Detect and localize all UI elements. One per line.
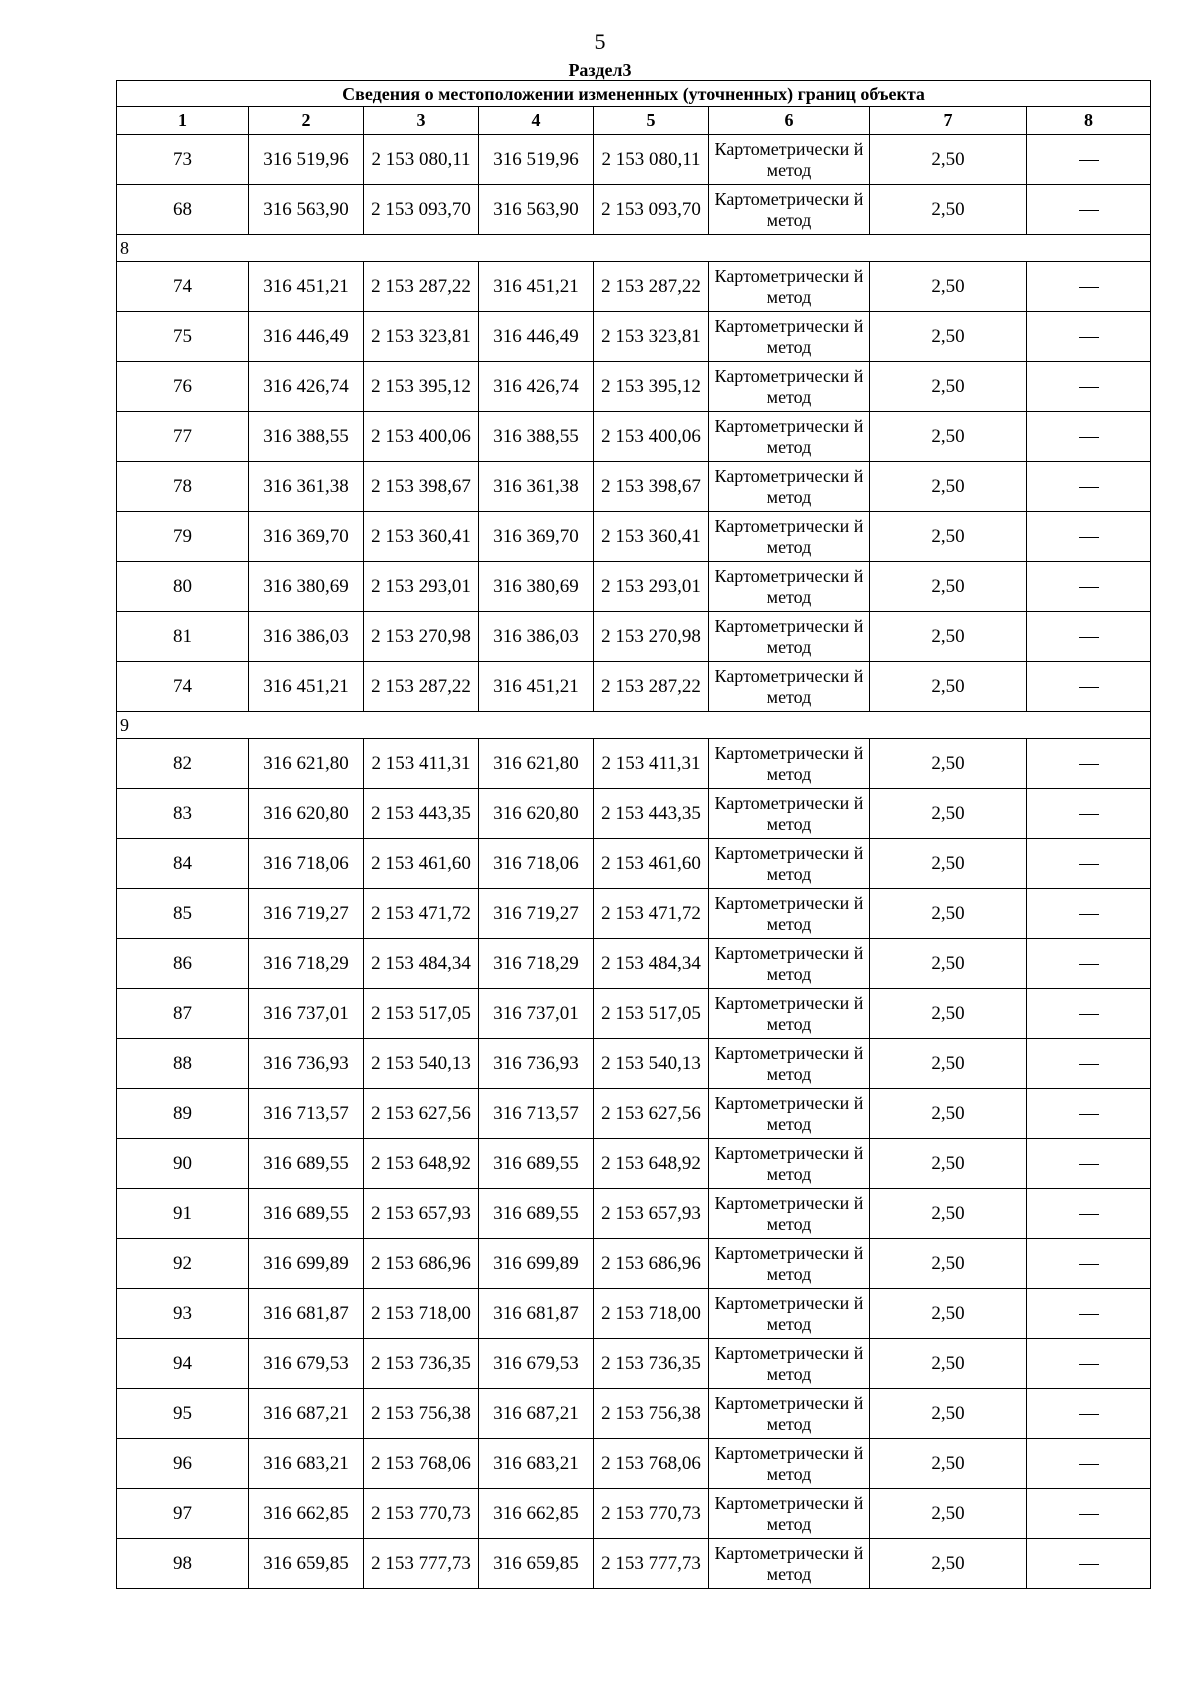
point-number-cell: 89 [117, 1089, 249, 1139]
y-new-coord-cell: 2 153 657,93 [594, 1189, 709, 1239]
method-cell: Картометрически й метод [709, 939, 870, 989]
x-new-coord-cell: 316 563,90 [479, 185, 594, 235]
table-body [117, 135, 1151, 1589]
description-cell [1027, 135, 1151, 185]
table-caption: Сведения о местоположении измененных (уточненных) границ объекта [117, 81, 1151, 107]
x-new-coord-cell: 316 659,85 [479, 1539, 594, 1589]
point-number-cell: 97 [117, 1489, 249, 1539]
table-caption-row [117, 81, 1151, 107]
y-coord-cell: 2 153 657,93 [364, 1189, 479, 1239]
description-cell [1027, 362, 1151, 412]
x-coord-cell: 316 380,69 [249, 562, 364, 612]
y-coord-cell: 2 153 540,13 [364, 1039, 479, 1089]
description-cell [1027, 1139, 1151, 1189]
table-row [117, 1339, 1151, 1389]
accuracy-cell: 2,50 [870, 1539, 1027, 1589]
description-cell [1027, 839, 1151, 889]
x-new-coord-cell: 316 369,70 [479, 512, 594, 562]
accuracy-cell: 2,50 [870, 889, 1027, 939]
method-cell: Картометрически й метод [709, 512, 870, 562]
column-number: 7 [870, 107, 1027, 135]
contour-group-row [117, 712, 1151, 739]
description-cell [1027, 1339, 1151, 1389]
y-coord-cell: 2 153 443,35 [364, 789, 479, 839]
table-row [117, 1389, 1151, 1439]
y-new-coord-cell: 2 153 443,35 [594, 789, 709, 839]
y-coord-cell: 2 153 461,60 [364, 839, 479, 889]
accuracy-cell: 2,50 [870, 1489, 1027, 1539]
description-cell [1027, 262, 1151, 312]
y-new-coord-cell: 2 153 770,73 [594, 1489, 709, 1539]
method-cell: Картометрически й метод [709, 312, 870, 362]
page-number: 5 [594, 29, 606, 54]
dash-mark [1079, 637, 1099, 638]
x-coord-cell: 316 386,03 [249, 612, 364, 662]
description-cell [1027, 1389, 1151, 1439]
accuracy-cell: 2,50 [870, 135, 1027, 185]
dash-mark [1079, 287, 1099, 288]
point-number-cell: 88 [117, 1039, 249, 1089]
y-new-coord-cell: 2 153 287,22 [594, 662, 709, 712]
table-row [117, 839, 1151, 889]
contour-number: 8 [117, 235, 1151, 262]
column-number: 1 [117, 107, 249, 135]
y-new-coord-cell: 2 153 718,00 [594, 1289, 709, 1339]
method-cell: Картометрически й метод [709, 412, 870, 462]
boundary-coordinates-table [116, 80, 1151, 1589]
method-cell: Картометрически й метод [709, 1139, 870, 1189]
accuracy-cell: 2,50 [870, 1389, 1027, 1439]
dash-mark [1079, 1114, 1099, 1115]
description-cell [1027, 412, 1151, 462]
method-cell: Картометрически й метод [709, 185, 870, 235]
accuracy-cell: 2,50 [870, 512, 1027, 562]
dash-mark [1079, 160, 1099, 161]
dash-mark [1079, 1314, 1099, 1315]
description-cell [1027, 789, 1151, 839]
x-coord-cell: 316 369,70 [249, 512, 364, 562]
table-row [117, 262, 1151, 312]
point-number-cell: 74 [117, 262, 249, 312]
accuracy-cell: 2,50 [870, 789, 1027, 839]
y-new-coord-cell: 2 153 287,22 [594, 262, 709, 312]
x-coord-cell: 316 679,53 [249, 1339, 364, 1389]
dash-mark [1079, 1064, 1099, 1065]
x-coord-cell: 316 737,01 [249, 989, 364, 1039]
table-row [117, 1239, 1151, 1289]
y-coord-cell: 2 153 411,31 [364, 739, 479, 789]
column-number: 6 [709, 107, 870, 135]
method-cell: Картометрически й метод [709, 839, 870, 889]
accuracy-cell: 2,50 [870, 1189, 1027, 1239]
method-cell: Картометрически й метод [709, 1289, 870, 1339]
x-new-coord-cell: 316 737,01 [479, 989, 594, 1039]
method-cell: Картометрически й метод [709, 1339, 870, 1389]
x-coord-cell: 316 736,93 [249, 1039, 364, 1089]
dash-mark [1079, 1214, 1099, 1215]
y-new-coord-cell: 2 153 093,70 [594, 185, 709, 235]
dash-mark [1079, 210, 1099, 211]
y-coord-cell: 2 153 398,67 [364, 462, 479, 512]
y-new-coord-cell: 2 153 360,41 [594, 512, 709, 562]
x-coord-cell: 316 719,27 [249, 889, 364, 939]
point-number-cell: 93 [117, 1289, 249, 1339]
x-new-coord-cell: 316 451,21 [479, 662, 594, 712]
method-cell: Картометрически й метод [709, 1539, 870, 1589]
table-row [117, 1039, 1151, 1089]
table-row [117, 312, 1151, 362]
table-row [117, 739, 1151, 789]
x-new-coord-cell: 316 689,55 [479, 1189, 594, 1239]
x-new-coord-cell: 316 719,27 [479, 889, 594, 939]
method-cell: Картометрически й метод [709, 1089, 870, 1139]
point-number-cell: 91 [117, 1189, 249, 1239]
method-cell: Картометрически й метод [709, 1189, 870, 1239]
y-coord-cell: 2 153 287,22 [364, 662, 479, 712]
description-cell [1027, 185, 1151, 235]
y-coord-cell: 2 153 080,11 [364, 135, 479, 185]
x-new-coord-cell: 316 736,93 [479, 1039, 594, 1089]
method-cell: Картометрически й метод [709, 1239, 870, 1289]
point-number-cell: 77 [117, 412, 249, 462]
y-coord-cell: 2 153 517,05 [364, 989, 479, 1039]
dash-mark [1079, 587, 1099, 588]
x-coord-cell: 316 519,96 [249, 135, 364, 185]
accuracy-cell: 2,50 [870, 1139, 1027, 1189]
method-cell: Картометрически й метод [709, 262, 870, 312]
point-number-cell: 79 [117, 512, 249, 562]
accuracy-cell: 2,50 [870, 1439, 1027, 1489]
x-new-coord-cell: 316 681,87 [479, 1289, 594, 1339]
dash-mark [1079, 1264, 1099, 1265]
x-coord-cell: 316 451,21 [249, 662, 364, 712]
x-coord-cell: 316 451,21 [249, 262, 364, 312]
table-row [117, 1189, 1151, 1239]
y-coord-cell: 2 153 400,06 [364, 412, 479, 462]
y-new-coord-cell: 2 153 411,31 [594, 739, 709, 789]
table-row [117, 562, 1151, 612]
dash-mark [1079, 964, 1099, 965]
dash-mark [1079, 437, 1099, 438]
accuracy-cell: 2,50 [870, 1289, 1027, 1339]
method-cell: Картометрически й метод [709, 989, 870, 1039]
x-coord-cell: 316 361,38 [249, 462, 364, 512]
y-coord-cell: 2 153 360,41 [364, 512, 479, 562]
y-new-coord-cell: 2 153 686,96 [594, 1239, 709, 1289]
x-coord-cell: 316 689,55 [249, 1189, 364, 1239]
y-new-coord-cell: 2 153 461,60 [594, 839, 709, 889]
description-cell [1027, 1489, 1151, 1539]
dash-mark [1079, 337, 1099, 338]
x-new-coord-cell: 316 446,49 [479, 312, 594, 362]
point-number-cell: 73 [117, 135, 249, 185]
x-new-coord-cell: 316 380,69 [479, 562, 594, 612]
y-coord-cell: 2 153 287,22 [364, 262, 479, 312]
point-number-cell: 96 [117, 1439, 249, 1489]
y-coord-cell: 2 153 627,56 [364, 1089, 479, 1139]
description-cell [1027, 1289, 1151, 1339]
dash-mark [1079, 387, 1099, 388]
description-cell [1027, 889, 1151, 939]
table-row [117, 185, 1151, 235]
table-row [117, 939, 1151, 989]
x-new-coord-cell: 316 620,80 [479, 789, 594, 839]
description-cell [1027, 562, 1151, 612]
dash-mark [1079, 1564, 1099, 1565]
x-coord-cell: 316 659,85 [249, 1539, 364, 1589]
dash-mark [1079, 1014, 1099, 1015]
x-coord-cell: 316 563,90 [249, 185, 364, 235]
y-coord-cell: 2 153 323,81 [364, 312, 479, 362]
x-coord-cell: 316 683,21 [249, 1439, 364, 1489]
y-new-coord-cell: 2 153 323,81 [594, 312, 709, 362]
table-row [117, 135, 1151, 185]
y-new-coord-cell: 2 153 756,38 [594, 1389, 709, 1439]
description-cell [1027, 739, 1151, 789]
x-new-coord-cell: 316 662,85 [479, 1489, 594, 1539]
table-row [117, 989, 1151, 1039]
y-coord-cell: 2 153 471,72 [364, 889, 479, 939]
accuracy-cell: 2,50 [870, 1089, 1027, 1139]
accuracy-cell: 2,50 [870, 989, 1027, 1039]
y-coord-cell: 2 153 686,96 [364, 1239, 479, 1289]
y-new-coord-cell: 2 153 777,73 [594, 1539, 709, 1589]
method-cell: Картометрически й метод [709, 1039, 870, 1089]
accuracy-cell: 2,50 [870, 262, 1027, 312]
dash-mark [1079, 1364, 1099, 1365]
description-cell [1027, 1439, 1151, 1489]
dash-mark [1079, 1164, 1099, 1165]
point-number-cell: 85 [117, 889, 249, 939]
x-new-coord-cell: 316 386,03 [479, 612, 594, 662]
point-number-cell: 75 [117, 312, 249, 362]
method-cell: Картометрически й метод [709, 612, 870, 662]
x-new-coord-cell: 316 426,74 [479, 362, 594, 412]
contour-number: 9 [117, 712, 1151, 739]
y-new-coord-cell: 2 153 395,12 [594, 362, 709, 412]
y-new-coord-cell: 2 153 398,67 [594, 462, 709, 512]
table-row [117, 1289, 1151, 1339]
x-new-coord-cell: 316 451,21 [479, 262, 594, 312]
point-number-cell: 92 [117, 1239, 249, 1289]
method-cell: Картометрически й метод [709, 889, 870, 939]
y-coord-cell: 2 153 395,12 [364, 362, 479, 412]
y-new-coord-cell: 2 153 270,98 [594, 612, 709, 662]
point-number-cell: 98 [117, 1539, 249, 1589]
method-cell: Картометрически й метод [709, 1489, 870, 1539]
dash-mark [1079, 1414, 1099, 1415]
y-new-coord-cell: 2 153 540,13 [594, 1039, 709, 1089]
point-number-cell: 76 [117, 362, 249, 412]
dash-mark [1079, 537, 1099, 538]
y-new-coord-cell: 2 153 627,56 [594, 1089, 709, 1139]
table-row [117, 1539, 1151, 1589]
accuracy-cell: 2,50 [870, 612, 1027, 662]
y-coord-cell: 2 153 777,73 [364, 1539, 479, 1589]
point-number-cell: 94 [117, 1339, 249, 1389]
accuracy-cell: 2,50 [870, 739, 1027, 789]
table-row [117, 612, 1151, 662]
description-cell [1027, 312, 1151, 362]
accuracy-cell: 2,50 [870, 412, 1027, 462]
y-new-coord-cell: 2 153 471,72 [594, 889, 709, 939]
dash-mark [1079, 687, 1099, 688]
accuracy-cell: 2,50 [870, 185, 1027, 235]
x-new-coord-cell: 316 519,96 [479, 135, 594, 185]
method-cell: Картометрически й метод [709, 362, 870, 412]
table-row [117, 662, 1151, 712]
description-cell [1027, 989, 1151, 1039]
accuracy-cell: 2,50 [870, 312, 1027, 362]
description-cell [1027, 512, 1151, 562]
column-number: 5 [594, 107, 709, 135]
point-number-cell: 81 [117, 612, 249, 662]
x-coord-cell: 316 681,87 [249, 1289, 364, 1339]
point-number-cell: 95 [117, 1389, 249, 1439]
method-cell: Картометрически й метод [709, 1389, 870, 1439]
table-row [117, 1489, 1151, 1539]
point-number-cell: 78 [117, 462, 249, 512]
table-row [117, 462, 1151, 512]
description-cell [1027, 462, 1151, 512]
table-row [117, 1439, 1151, 1489]
x-coord-cell: 316 446,49 [249, 312, 364, 362]
y-new-coord-cell: 2 153 293,01 [594, 562, 709, 612]
x-coord-cell: 316 388,55 [249, 412, 364, 462]
x-new-coord-cell: 316 361,38 [479, 462, 594, 512]
x-coord-cell: 316 662,85 [249, 1489, 364, 1539]
y-new-coord-cell: 2 153 517,05 [594, 989, 709, 1039]
y-coord-cell: 2 153 756,38 [364, 1389, 479, 1439]
dash-mark [1079, 814, 1099, 815]
y-new-coord-cell: 2 153 648,92 [594, 1139, 709, 1189]
x-coord-cell: 316 426,74 [249, 362, 364, 412]
method-cell: Картометрически й метод [709, 562, 870, 612]
contour-group-row [117, 235, 1151, 262]
dash-mark [1079, 1514, 1099, 1515]
y-coord-cell: 2 153 484,34 [364, 939, 479, 989]
point-number-cell: 87 [117, 989, 249, 1039]
x-coord-cell: 316 621,80 [249, 739, 364, 789]
accuracy-cell: 2,50 [870, 1039, 1027, 1089]
y-coord-cell: 2 153 718,00 [364, 1289, 479, 1339]
point-number-cell: 82 [117, 739, 249, 789]
x-new-coord-cell: 316 621,80 [479, 739, 594, 789]
description-cell [1027, 1239, 1151, 1289]
x-coord-cell: 316 620,80 [249, 789, 364, 839]
y-coord-cell: 2 153 648,92 [364, 1139, 479, 1189]
accuracy-cell: 2,50 [870, 362, 1027, 412]
dash-mark [1079, 864, 1099, 865]
y-coord-cell: 2 153 293,01 [364, 562, 479, 612]
method-cell: Картометрически й метод [709, 789, 870, 839]
y-new-coord-cell: 2 153 484,34 [594, 939, 709, 989]
dash-mark [1079, 914, 1099, 915]
point-number-cell: 83 [117, 789, 249, 839]
x-coord-cell: 316 718,06 [249, 839, 364, 889]
table-row [117, 362, 1151, 412]
y-coord-cell: 2 153 736,35 [364, 1339, 479, 1389]
y-coord-cell: 2 153 270,98 [364, 612, 479, 662]
x-coord-cell: 316 718,29 [249, 939, 364, 989]
accuracy-cell: 2,50 [870, 562, 1027, 612]
dash-mark [1079, 1464, 1099, 1465]
column-number: 3 [364, 107, 479, 135]
table-row [117, 412, 1151, 462]
point-number-cell: 68 [117, 185, 249, 235]
y-new-coord-cell: 2 153 768,06 [594, 1439, 709, 1489]
description-cell [1027, 662, 1151, 712]
y-new-coord-cell: 2 153 736,35 [594, 1339, 709, 1389]
x-coord-cell: 316 689,55 [249, 1139, 364, 1189]
y-new-coord-cell: 2 153 400,06 [594, 412, 709, 462]
column-number: 8 [1027, 107, 1151, 135]
x-new-coord-cell: 316 718,06 [479, 839, 594, 889]
description-cell [1027, 1539, 1151, 1589]
x-new-coord-cell: 316 687,21 [479, 1389, 594, 1439]
accuracy-cell: 2,50 [870, 939, 1027, 989]
x-new-coord-cell: 316 699,89 [479, 1239, 594, 1289]
point-number-cell: 90 [117, 1139, 249, 1189]
method-cell: Картометрически й метод [709, 462, 870, 512]
x-coord-cell: 316 699,89 [249, 1239, 364, 1289]
point-number-cell: 84 [117, 839, 249, 889]
dash-mark [1079, 487, 1099, 488]
point-number-cell: 86 [117, 939, 249, 989]
description-cell [1027, 1089, 1151, 1139]
method-cell: Картометрически й метод [709, 739, 870, 789]
accuracy-cell: 2,50 [870, 1339, 1027, 1389]
table-row [117, 1089, 1151, 1139]
description-cell [1027, 939, 1151, 989]
point-number-cell: 74 [117, 662, 249, 712]
y-coord-cell: 2 153 768,06 [364, 1439, 479, 1489]
method-cell: Картометрически й метод [709, 135, 870, 185]
accuracy-cell: 2,50 [870, 839, 1027, 889]
column-number-row [117, 107, 1151, 135]
description-cell [1027, 1189, 1151, 1239]
x-new-coord-cell: 316 388,55 [479, 412, 594, 462]
x-new-coord-cell: 316 689,55 [479, 1139, 594, 1189]
y-coord-cell: 2 153 093,70 [364, 185, 479, 235]
x-coord-cell: 316 687,21 [249, 1389, 364, 1439]
accuracy-cell: 2,50 [870, 1239, 1027, 1289]
table-row [117, 512, 1151, 562]
x-coord-cell: 316 713,57 [249, 1089, 364, 1139]
x-new-coord-cell: 316 683,21 [479, 1439, 594, 1489]
x-new-coord-cell: 316 713,57 [479, 1089, 594, 1139]
description-cell [1027, 1039, 1151, 1089]
table-row [117, 1139, 1151, 1189]
description-cell [1027, 612, 1151, 662]
method-cell: Картометрически й метод [709, 1439, 870, 1489]
accuracy-cell: 2,50 [870, 662, 1027, 712]
column-number: 4 [479, 107, 594, 135]
accuracy-cell: 2,50 [870, 462, 1027, 512]
dash-mark [1079, 764, 1099, 765]
table-row [117, 789, 1151, 839]
x-new-coord-cell: 316 679,53 [479, 1339, 594, 1389]
y-coord-cell: 2 153 770,73 [364, 1489, 479, 1539]
y-new-coord-cell: 2 153 080,11 [594, 135, 709, 185]
method-cell: Картометрически й метод [709, 662, 870, 712]
table-row [117, 889, 1151, 939]
x-new-coord-cell: 316 718,29 [479, 939, 594, 989]
point-number-cell: 80 [117, 562, 249, 612]
column-number: 2 [249, 107, 364, 135]
section-title: Раздел3 [568, 60, 632, 80]
